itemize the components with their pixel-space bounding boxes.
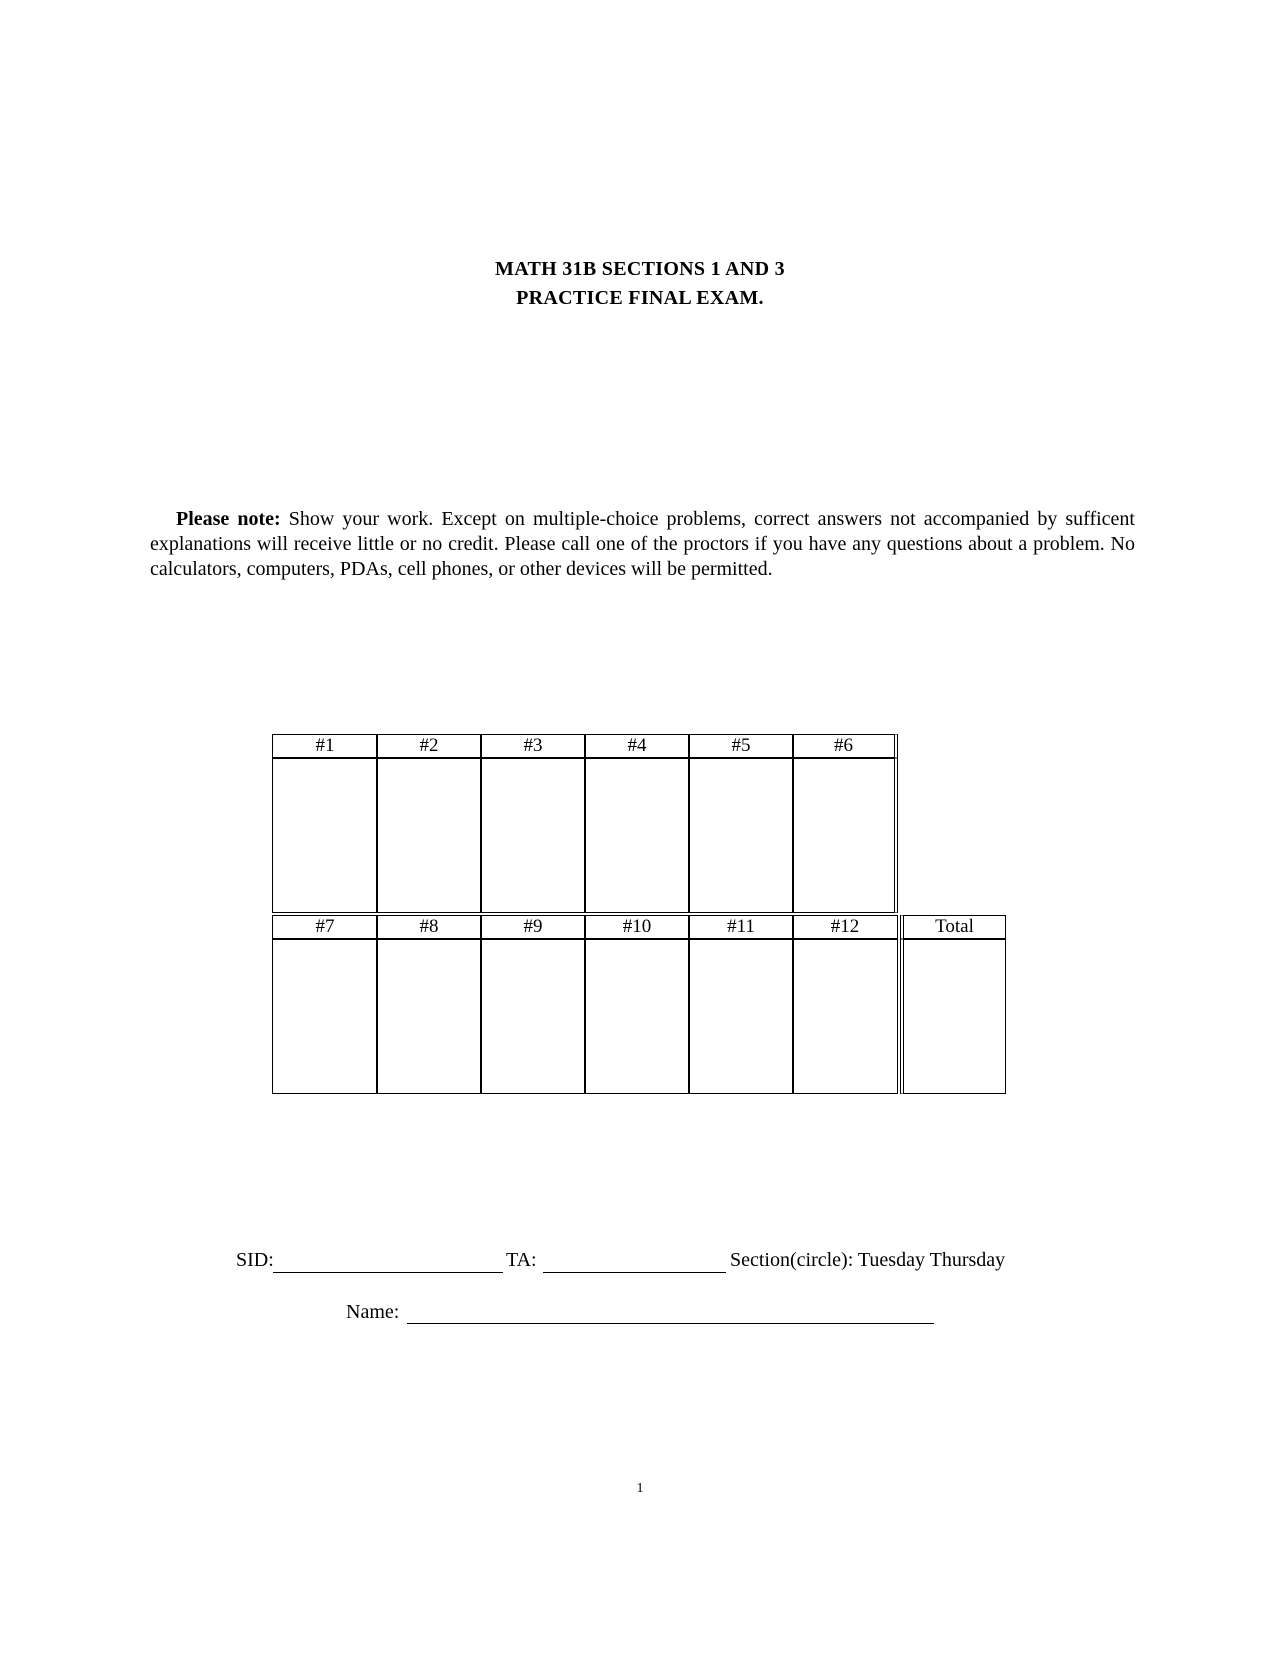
sid-field[interactable]: [273, 1272, 503, 1273]
score-box-6: [792, 757, 898, 913]
score-box-10: [584, 938, 690, 1094]
ta-label: TA:: [506, 1249, 537, 1271]
score-box-total: [900, 938, 1006, 1094]
score-header-7: #7: [272, 915, 378, 940]
instructions-label: Please note:: [176, 508, 281, 530]
score-box-9: [480, 938, 586, 1094]
score-box-3: [480, 757, 586, 913]
section-label: Section(circle): Tuesday Thursday: [730, 1249, 1006, 1271]
exam-title: MATH 31B SECTIONS 1 AND 3: [495, 258, 785, 280]
name-field[interactable]: [407, 1323, 934, 1324]
score-header-3: #3: [480, 734, 586, 759]
score-box-7: [272, 938, 378, 1094]
score-header-5: #5: [688, 734, 794, 759]
instructions-text: Show your work. Except on multiple-choice problems, correct answers not accompanied by sufficent explanations will receive little or no credit. Please call one of the proctors if you have any questions about a problem. No calculators, computers, PDAs, cell phones, or other devices will be permitted.: [150, 508, 1135, 580]
score-box-12: [792, 938, 898, 1094]
score-header-2: #2: [376, 734, 482, 759]
name-label: Name:: [346, 1301, 400, 1323]
page-number: 1: [636, 1481, 644, 1496]
sid-label: SID:: [236, 1249, 274, 1271]
instructions-paragraph: [150, 507, 1135, 582]
score-header-6: #6: [792, 734, 898, 759]
score-header-9: #9: [480, 915, 586, 940]
score-box-8: [376, 938, 482, 1094]
score-header-1: #1: [272, 734, 378, 759]
score-header-total: Total: [900, 915, 1006, 940]
score-header-8: #8: [376, 915, 482, 940]
score-box-2: [376, 757, 482, 913]
score-box-5: [688, 757, 794, 913]
score-box-1: [272, 757, 378, 913]
score-header-10: #10: [584, 915, 690, 940]
ta-field[interactable]: [543, 1272, 726, 1273]
exam-subtitle: PRACTICE FINAL EXAM.: [516, 287, 764, 309]
score-header-11: #11: [688, 915, 794, 940]
score-header-4: #4: [584, 734, 690, 759]
score-table: [272, 734, 1012, 1098]
score-box-11: [688, 938, 794, 1094]
score-header-12: #12: [792, 915, 898, 940]
score-box-4: [584, 757, 690, 913]
